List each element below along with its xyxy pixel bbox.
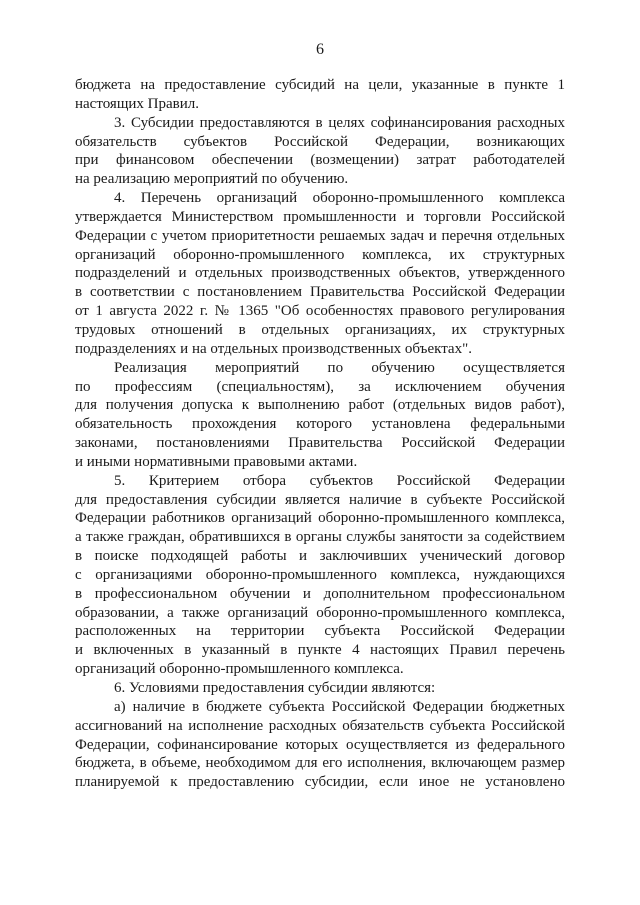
text-line: и иными нормативными правовыми актами. bbox=[75, 453, 358, 470]
page-number: 6 bbox=[316, 41, 324, 58]
text-line: Федерации работников организаций оборонно-промышленного комплекса, bbox=[75, 510, 565, 527]
text-line: организаций оборонно-промышленного комплекса. bbox=[75, 661, 404, 678]
text-line: 6. Условиями предоставления субсидии являются: bbox=[114, 680, 436, 696]
text-line: подразделениях и на отдельных производственных объектах". bbox=[75, 340, 472, 357]
document-body bbox=[75, 76, 565, 792]
text-line: при финансовом обеспечении (возмещении) затрат работодателей bbox=[75, 152, 565, 169]
text-line: 4. Перечень организаций оборонно-промышленного комплекса bbox=[114, 190, 565, 207]
text-line: утверждается Министерством промышленности и торговли Российской bbox=[75, 208, 565, 225]
text-line: на реализацию мероприятий по обучению. bbox=[75, 171, 349, 188]
text-line: для получения допуска к выполнению работ (отдельных видов работ), bbox=[75, 397, 565, 414]
text-line: в поиске подходящей работы и заключивших ученический договор bbox=[75, 548, 565, 565]
text-line: ассигнований на исполнение расходных обязательств субъекта Российской bbox=[75, 717, 565, 734]
text-line: организаций оборонно-промышленного комплекса, их структурных bbox=[75, 246, 565, 263]
text-line: трудовых отношений в отдельных организациях, их структурных bbox=[75, 321, 565, 338]
text-line: планируемой к предоставлению субсидии, если иное не установлено bbox=[75, 774, 565, 791]
text-line: и включенных в указанный в пункте 4 настоящих Правил перечень bbox=[75, 642, 565, 659]
text-line: обязательность прохождения которого установлена федеральными bbox=[75, 416, 565, 433]
text-line: бюджета на предоставление субсидий на цели, указанные в пункте 1 bbox=[75, 77, 565, 93]
text-line: в соответствии с постановлением Правительства Российской Федерации bbox=[75, 284, 565, 301]
text-line: по профессиям (специальностям), за исключением обучения bbox=[75, 378, 565, 395]
text-line: образовании, а также организаций оборонно-промышленного комплекса, bbox=[75, 604, 565, 621]
text-line: а также граждан, обратившихся в органы службы занятости за содействием bbox=[75, 529, 565, 546]
text-line: бюджета, в объеме, необходимом для его исполнения, включающем размер bbox=[75, 755, 565, 772]
text-line: Федерации, софинансирование которых осуществляется из федерального bbox=[75, 736, 565, 753]
text-line: для предоставления субсидии является наличие в субъекте Российской bbox=[75, 491, 565, 508]
text-line: с организациями оборонно-промышленного комплекса, нуждающихся bbox=[75, 566, 565, 583]
text-line: подразделений и отдельных производственных объектов, утвержденного bbox=[75, 265, 565, 282]
text-line: обязательств субъектов Российской Федерации, возникающих bbox=[75, 133, 565, 150]
text-line: от 1 августа 2022 г. № 1365 "Об особенностях правового регулирования bbox=[75, 303, 565, 320]
text-line: 3. Субсидии предоставляются в целях софинансирования расходных bbox=[114, 114, 565, 131]
text-line: настоящих Правил. bbox=[75, 95, 199, 112]
text-line: законами, постановлениями Правительства Российской Федерации bbox=[75, 435, 565, 452]
text-line: Федерации с учетом приоритетности решаемых задач и перечня отдельных bbox=[75, 227, 565, 244]
text-line: в профессиональном обучении и дополнительном профессиональном bbox=[75, 585, 565, 602]
text-line: а) наличие в бюджете субъекта Российской Федерации бюджетных bbox=[114, 698, 565, 715]
text-line: расположенных на территории субъекта Российской Федерации bbox=[75, 623, 565, 640]
text-line: 5. Критерием отбора субъектов Российской Федерации bbox=[114, 472, 565, 489]
text-line: Реализация мероприятий по обучению осуществляется bbox=[114, 359, 565, 376]
